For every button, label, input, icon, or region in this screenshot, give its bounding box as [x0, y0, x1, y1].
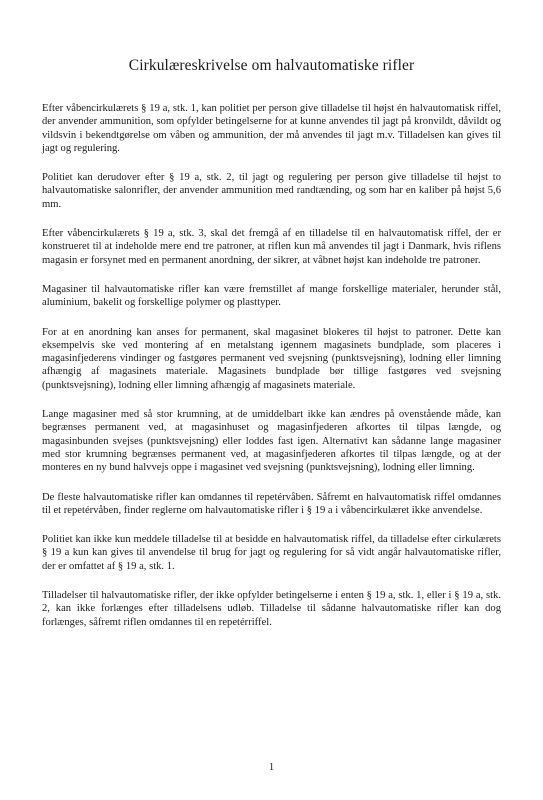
document-title: Cirkulæreskrivelse om halvautomatiske rifler [128, 57, 415, 74]
paragraph-4: Magasiner til halvautomatiske rifler kan være fremstillet af mange forskellige materialer, herunder stål, aluminium, bakelit og forskellige polymer og plasttyper. [42, 283, 501, 309]
paragraph-5: For at en anordning kan anses for permanent, skal magasinet blokeres til højst to patroner. Dette kan eksempelvis ske ved montering af en metalstang igennem magasinets bundplade, som placeres i magasinfjederens vindinger og fastgøres permanent ved svejsning (punktsvejsning), lodning eller limning afhængig af magasinets materiale. Magasinets bundplade bør tillige fastgøres ved svejsning (punktsvejsning), lodning eller limning afhængig af magasinets materiale. [42, 326, 501, 391]
paragraph-3: Efter våbencirkulærets § 19 a, stk. 3, skal det fremgå af en tilladelse til en halvautomatisk riffel, der er konstrueret til at indeholde mere end tre patroner, at riflen kun må anvendes til jagt i Danmark, hvis riflens magasin er forsynet med en permanent anordning, der sikrer, at våbnet højst kan indeholde tre patroner. [42, 228, 501, 266]
paragraph-6: Lange magasiner med så stor krumning, at de umiddelbart ikke kan ændres på ovenstående måde, kan begrænses permanent ved, at magasinhuset og magasinfjederen afkortes til tilpas længde, og magasinbunden svejses (punktsvejsning) eller loddes fast igen. Alternativt kan sådanne lange magasiner med stor krumning begrænses permanent ved, at magasinfjederen afkortes til tilpas længde, og at der monteres en ny bund halvvejs oppe i magasinet ved svejsning (punktsvejsning), lodning eller limning. [42, 409, 501, 474]
paragraph-2: Politiet kan derudover efter § 19 a, stk. 2, til jagt og regulering per person give tilladelse til højst to halvautomatiske salonrifler, der anvender ammunition med randtænding, og som har en kaliber på højst 5,6 mm. [42, 172, 501, 210]
paragraph-9: Tilladelser til halvautomatiske rifler, der ikke opfylder betingelserne i enten § 19 a, stk. 1, eller i § 19 a, stk. 2, kan ikke forlænges efter tilladelsens udløb. Tilladelse til sådanne halvautomatiske rifler kan dog forlænges, såfremt riflen omdannes til en repetérriffel. [42, 590, 501, 628]
page-number: 1 [268, 762, 275, 773]
paragraph-7: De fleste halvautomatiske rifler kan omdannes til repetérvåben. Såfremt en halvautomatisk riffel omdannes til et repetérvåben, finder reglerne om halvautomatiske rifler i § 19 a i våbencirkulæret ikke anvendelse. [42, 491, 501, 516]
paragraph-1: Efter våbencirkulærets § 19 a, stk. 1, kan politiet per person give tilladelse til højst én halvautomatisk riffel, der anvender ammunition, som opfylder betingelserne for at kunne anvendes til jagt på kronvildt, dåvildt og vildsvin i bekendtgørelse om våben og ammunition, der må anvendes til jagt m.v. Tilladelsen kan gives til jagt og regulering. [42, 103, 501, 154]
paragraph-8: Politiet kan ikke kun meddele tilladelse til at besidde en halvautomatisk riffel, da tilladelse efter cirkulærets § 19 a kun kan gives til anvendelse til brug for jagt og regulering for så vidt angår halvautomatiske rifler, der er omfattet af § 19 a, stk. 1. [42, 534, 501, 572]
